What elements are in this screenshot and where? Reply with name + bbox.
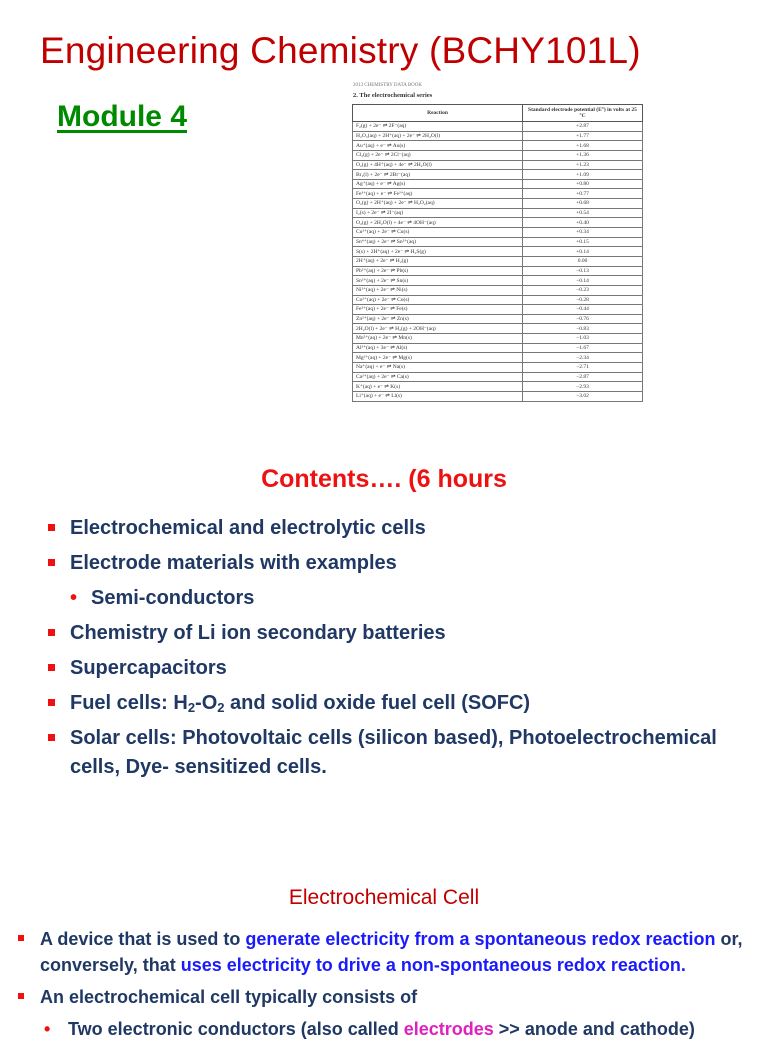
series-reaction: Ag⁺(aq) + e⁻ ⇌ Ag(s) — [353, 179, 523, 189]
series-row — [353, 131, 643, 141]
series-potential: +0.68 — [523, 199, 643, 209]
series-reaction: Mn²⁺(aq) + 2e⁻ ⇌ Mn(s) — [353, 334, 523, 344]
series-row — [353, 343, 643, 353]
series-reaction: Pb²⁺(aq) + 2e⁻ ⇌ Pb(s) — [353, 266, 523, 276]
series-potential: −0.83 — [523, 324, 643, 334]
contents-list — [48, 514, 748, 782]
series-reaction: Cu²⁺(aq) + 2e⁻ ⇌ Cu(s) — [353, 228, 523, 238]
series-reaction: O₂(g) + 2H⁺(aq) + 2e⁻ ⇌ H₂O₂(aq) — [353, 199, 523, 209]
series-reaction: Ca²⁺(aq) + 2e⁻ ⇌ Ca(s) — [353, 372, 523, 382]
series-potential: +0.77 — [523, 189, 643, 199]
series-row — [353, 324, 643, 334]
bullet-square-icon — [48, 629, 55, 636]
series-reaction: F₂(g) + 2e⁻ ⇌ 2F⁻(aq) — [353, 122, 523, 132]
series-row — [353, 295, 643, 305]
series-row — [353, 199, 643, 209]
series-row — [353, 382, 643, 392]
series-reaction: Sn⁴⁺(aq) + 2e⁻ ⇌ Sn²⁺(aq) — [353, 237, 523, 247]
bullet-dot-icon: • — [44, 1019, 51, 1039]
series-row — [353, 314, 643, 324]
series-potential: −1.67 — [523, 343, 643, 353]
series-potential: +0.15 — [523, 237, 643, 247]
series-reaction: O₂(g) + 4H⁺(aq) + 4e⁻ ⇌ 2H₂O(l) — [353, 160, 523, 170]
series-row — [353, 391, 643, 401]
series-reaction: I₂(s) + 2e⁻ ⇌ 2I⁻(aq) — [353, 208, 523, 218]
series-reaction: K⁺(aq) + e⁻ ⇌ K(s) — [353, 382, 523, 392]
bullet-dot-icon: • — [70, 587, 78, 609]
col-potential: Standard electrode potential (E°) in volts at 25 °C — [523, 105, 643, 122]
series-row — [353, 150, 643, 160]
series-reaction: Al³⁺(aq) + 3e⁻ ⇌ Al(s) — [353, 343, 523, 353]
series-row — [353, 208, 643, 218]
series-reaction: O₂(g) + 2H₂O(l) + 4e⁻ ⇌ 4OH⁻(aq) — [353, 218, 523, 228]
series-potential: −3.02 — [523, 391, 643, 401]
series-row — [353, 179, 643, 189]
series-reaction: Cl₂(g) + 2e⁻ ⇌ 2Cl⁻(aq) — [353, 150, 523, 160]
series-potential: +0.34 — [523, 228, 643, 238]
series-row — [353, 256, 643, 266]
list-item: Chemistry of Li ion secondary batteries — [48, 619, 748, 648]
series-reaction: Na⁺(aq) + e⁻ ⇌ Na(s) — [353, 363, 523, 373]
series-row — [353, 334, 643, 344]
series-row — [353, 372, 643, 382]
series-potential: −0.28 — [523, 295, 643, 305]
series-row — [353, 122, 643, 132]
list-item: An electrochemical cell typically consists of — [18, 984, 758, 1010]
bullet-square-icon — [48, 734, 55, 741]
series-reaction: 2H₂O(l) + 2e⁻ ⇌ H₂(g) + 2OH⁻(aq) — [353, 324, 523, 334]
series-potential: −1.03 — [523, 334, 643, 344]
series-reaction: Co²⁺(aq) + 2e⁻ ⇌ Co(s) — [353, 295, 523, 305]
series-potential: −2.93 — [523, 382, 643, 392]
series-potential: −0.14 — [523, 276, 643, 286]
series-row — [353, 266, 643, 276]
series-reaction: Li⁺(aq) + e⁻ ⇌ Li(s) — [353, 391, 523, 401]
series-reaction: H₂O₂(aq) + 2H⁺(aq) + 2e⁻ ⇌ 2H₂O(l) — [353, 131, 523, 141]
list-item: Solar cells: Photovoltaic cells (silicon based), Photoelectrochemical cells, Dye- sensitized cells. — [48, 724, 748, 782]
series-row — [353, 285, 643, 295]
series-potential: +0.54 — [523, 208, 643, 218]
series-row — [353, 276, 643, 286]
series-row — [353, 247, 643, 257]
series-potential: −2.34 — [523, 353, 643, 363]
series-reaction: Mg²⁺(aq) + 2e⁻ ⇌ Mg(s) — [353, 353, 523, 363]
series-reaction: Sn²⁺(aq) + 2e⁻ ⇌ Sn(s) — [353, 276, 523, 286]
series-row — [353, 353, 643, 363]
bullet-square-icon — [18, 993, 24, 999]
series-potential: +0.80 — [523, 179, 643, 189]
series-potential: +0.14 — [523, 247, 643, 257]
series-row — [353, 141, 643, 151]
series-potential: −0.13 — [523, 266, 643, 276]
series-reaction: Zn²⁺(aq) + 2e⁻ ⇌ Zn(s) — [353, 314, 523, 324]
list-item: Supercapacitors — [48, 654, 748, 683]
series-row — [353, 189, 643, 199]
series-row — [353, 363, 643, 373]
series-row — [353, 170, 643, 180]
series-heading: 2. The electrochemical series — [353, 92, 433, 99]
series-potential: 0.00 — [523, 256, 643, 266]
bullet-square-icon — [48, 524, 55, 531]
series-row — [353, 218, 643, 228]
series-row — [353, 305, 643, 315]
series-potential: −2.71 — [523, 363, 643, 373]
list-item-sub: • Two electronic conductors (also called electrodes >> anode and cathode) — [18, 1016, 758, 1042]
series-reaction: S(s) + 2H⁺(aq) + 2e⁻ ⇌ H₂S(g) — [353, 247, 523, 257]
col-reaction: Reaction — [353, 105, 523, 122]
series-potential: +0.40 — [523, 218, 643, 228]
series-potential: −0.44 — [523, 305, 643, 315]
list-item: Fuel cells: $H_2-O_2$ and solid oxide fuel cell (SOFC) — [48, 689, 748, 718]
module-label: Module 4 — [57, 100, 188, 133]
bullet-square-icon — [48, 699, 55, 706]
bullet-square-icon — [48, 559, 55, 566]
list-item: Electrochemical and electrolytic cells — [48, 514, 748, 543]
series-row — [353, 228, 643, 238]
contents-heading: Contents…. (6 hours — [261, 465, 507, 493]
series-table — [352, 104, 643, 402]
bullet-square-icon — [48, 664, 55, 671]
bullet-square-icon — [18, 935, 24, 941]
series-potential: −0.23 — [523, 285, 643, 295]
series-reaction: 2H⁺(aq) + 2e⁻ ⇌ H₂(g) — [353, 256, 523, 266]
section-heading: Electrochemical Cell — [288, 886, 480, 909]
series-row — [353, 160, 643, 170]
list-item: Electrode materials with examples — [48, 549, 748, 578]
series-reaction: Fe²⁺(aq) + 2e⁻ ⇌ Fe(s) — [353, 305, 523, 315]
series-potential: −2.87 — [523, 372, 643, 382]
series-potential: +1.09 — [523, 170, 643, 180]
series-row — [353, 237, 643, 247]
page-title: Engineering Chemistry (BCHY101L) — [40, 30, 641, 71]
series-reaction: Br₂(l) + 2e⁻ ⇌ 2Br⁻(aq) — [353, 170, 523, 180]
series-potential: +2.87 — [523, 122, 643, 132]
series-potential: +1.23 — [523, 160, 643, 170]
section-list — [18, 926, 758, 1042]
series-potential: +1.77 — [523, 131, 643, 141]
series-reaction: Ni²⁺(aq) + 2e⁻ ⇌ Ni(s) — [353, 285, 523, 295]
series-reaction: Au⁺(aq) + e⁻ ⇌ Au(s) — [353, 141, 523, 151]
source-line: 2013 CHEMISTRY DATA BOOK — [353, 83, 423, 88]
electrochemical-series-image — [349, 80, 645, 405]
series-potential: −0.76 — [523, 314, 643, 324]
series-potential: +1.68 — [523, 141, 643, 151]
list-item: A device that is used to generate electricity from a spontaneous redox reaction or, conversely, that uses electricity to drive a non-spontaneous redox reaction. — [18, 926, 758, 978]
list-item-sub: • Semi-conductors — [48, 584, 748, 613]
series-potential: +1.36 — [523, 150, 643, 160]
series-reaction: Fe³⁺(aq) + e⁻ ⇌ Fe²⁺(aq) — [353, 189, 523, 199]
